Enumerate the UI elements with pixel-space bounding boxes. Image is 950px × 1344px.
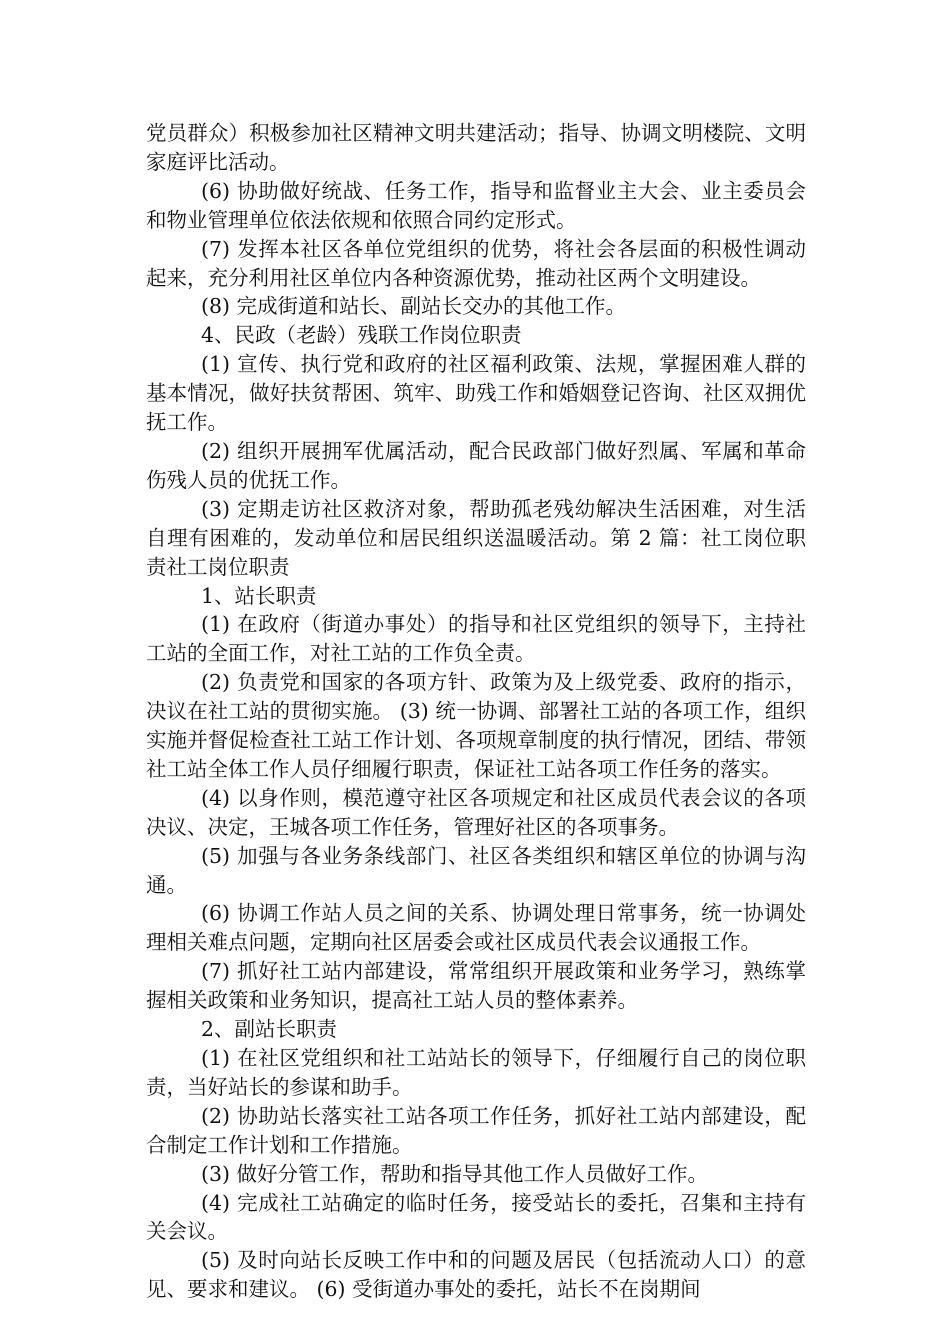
paragraph-civil-item-1: (1) 宣传、执行党和政府的社区福利政策、法规，掌握困难人群的基本情况，做好扶贫帮困、筑牢、助残工作和婚姻登记咨询、社区双拥优抚工作。 (146, 352, 806, 435)
paragraph-chief-item-2-3: (2) 负责党和国家的各项方针、政策为及上级党委、政府的指示，决议在社工站的贯彻实施。 (3) 统一协调、部署社工站的各项工作，组织实施并督促检查社工站工作计划、各项规章制度的执行情况，团结、带领社工站全体工作人员仔细履行职责，保证社工站各项工作任务的落实。 (146, 670, 806, 781)
paragraph-civil-item-2: (2) 组织开展拥军优属活动，配合民政部门做好烈属、军属和革命伤残人员的优抚工作。 (146, 438, 806, 492)
paragraph-chief-item-7: (7) 抓好社工站内部建设，常常组织开展政策和业务学习，熟练掌握相关政策和业务知识，提高社工站人员的整体素养。 (146, 959, 806, 1013)
paragraph-item-8-other-work: (8) 完成街道和站长、副站长交办的其他工作。 (201, 294, 627, 319)
paragraph-deputy-item-1: (1) 在社区党组织和社工站站长的领导下，仔细履行自己的岗位职责，当好站长的参谋和助手。 (146, 1046, 806, 1099)
paragraph-deputy-item-2: (2) 协助站长落实社工站各项工作任务，抓好社工站内部建设，配合制定工作计划和工作措施。 (146, 1103, 806, 1157)
section-heading-civil-affairs: 4、民政（老龄）残联工作岗位职责 (201, 323, 522, 348)
paragraph-item-6-unified-front: (6) 协助做好统战、任务工作，指导和监督业主大会、业主委员会和物业管理单位依法依规和依照合同约定形式。 (146, 178, 806, 232)
paragraph-chief-item-1: (1) 在政府（街道办事处）的指导和社区党组织的领导下，主持社工站的全面工作，对社工站的工作负全责。 (146, 612, 806, 666)
section-heading-station-chief: 1、站长职责 (201, 583, 317, 608)
paragraph-civil-item-3: (3) 定期走访社区救济对象，帮助孤老残幼解决生活困难，对生活自理有困难的，发动单位和居民组织送温暖活动。第 2 篇：社工岗位职责社工岗位职责 (146, 496, 806, 579)
paragraph-chief-item-4: (4) 以身作则，模范遵守社区各项规定和社区成员代表会议的各项决议、决定，王城各项工作任务，管理好社区的各项事务。 (146, 785, 806, 839)
section-heading-deputy-chief: 2、副站长职责 (201, 1017, 338, 1042)
paragraph-item-7-party-organizations: (7) 发挥本社区各单位党组织的优势，将社会各层面的积极性调动起来，充分利用社区单位内各种资源优势，推动社区两个文明建设。 (146, 236, 806, 290)
paragraph-chief-item-5: (5) 加强与各业务条线部门、社区各类组织和辖区单位的协调与沟通。 (146, 843, 806, 897)
paragraph-deputy-item-5-6: (5) 及时向站长反映工作中和的问题及居民（包括流动人口）的意见、要求和建议。 (6) 受街道办事处的委托，站长不在岗期间 (146, 1248, 806, 1302)
paragraph-deputy-item-4: (4) 完成社工站确定的临时任务，接受站长的委托，召集和主持有关会议。 (146, 1190, 806, 1244)
document-body (146, 119, 806, 1304)
paragraph-continuation: 党员群众）积极参加社区精神文明共建活动；指导、协调文明楼院、文明家庭评比活动。 (146, 121, 806, 174)
paragraph-chief-item-6: (6) 协调工作站人员之间的关系、协调处理日常事务，统一协调处理相关难点问题，定期向社区居委会或社区成员代表会议通报工作。 (146, 901, 806, 955)
paragraph-deputy-item-3: (3) 做好分管工作，帮助和指导其他工作人员做好工作。 (201, 1161, 709, 1186)
